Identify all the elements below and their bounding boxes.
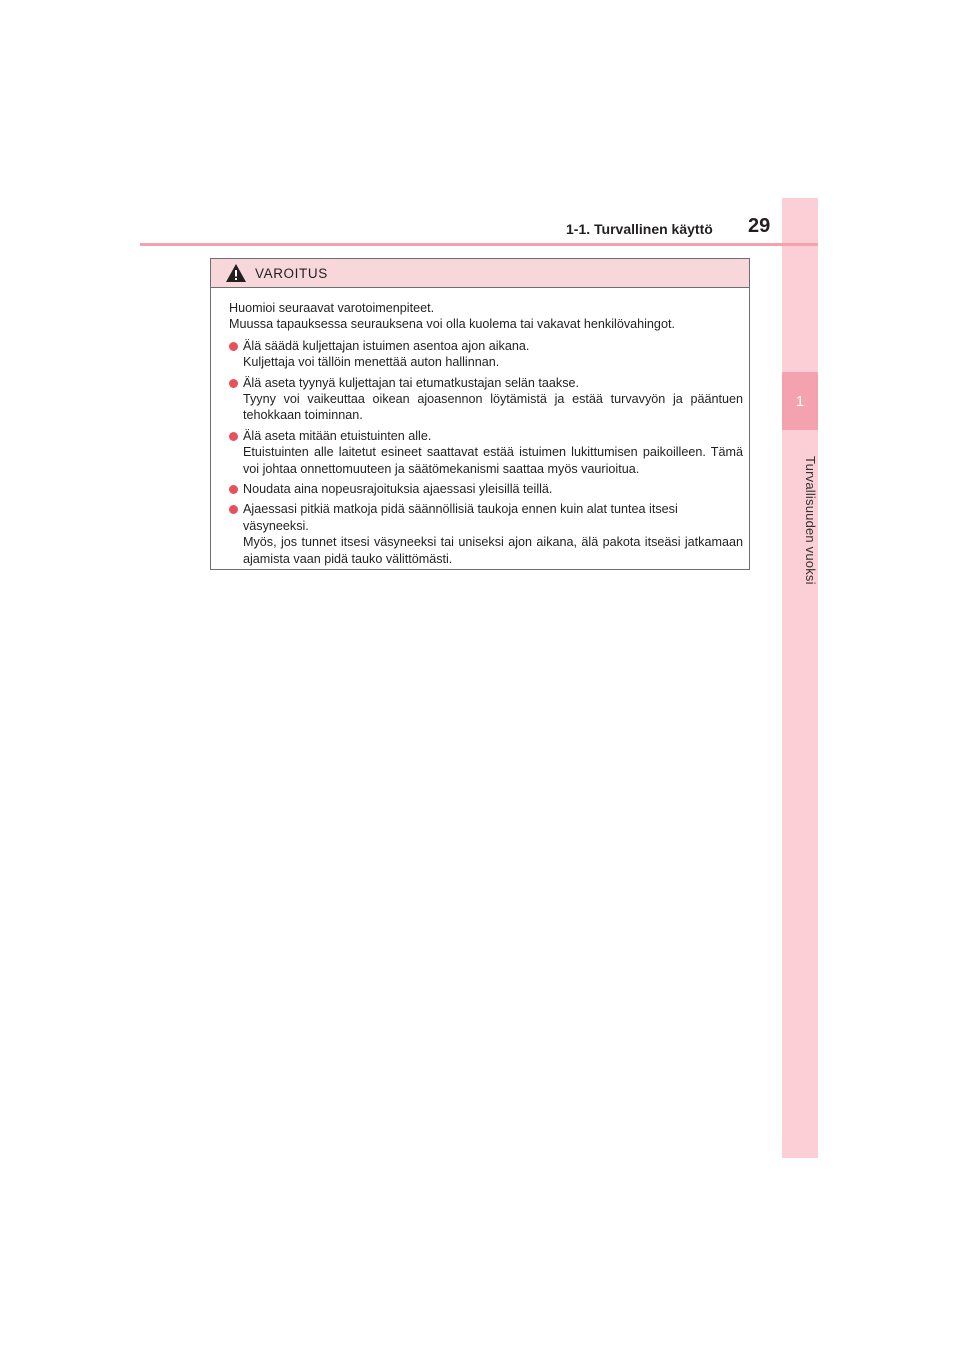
bullet-icon <box>229 342 238 351</box>
warning-item <box>229 428 743 477</box>
warning-item-main: Älä aseta mitään etuistuinten alle. <box>243 428 432 443</box>
chapter-title: Turvallisuuden vuoksi <box>803 455 818 585</box>
warning-list <box>229 338 743 567</box>
bullet-icon <box>229 379 238 388</box>
warning-intro-line: Huomioi seuraavat varotoimenpiteet. <box>229 301 435 315</box>
page-number: 29 <box>748 215 771 237</box>
warning-item-main: Ajaessasi pitkiä matkoja pidä säännöllisiä taukoja ennen kuin alat tuntea itsesi väsyneeksi. <box>243 502 678 533</box>
warning-body <box>211 288 749 567</box>
warning-triangle-icon <box>225 263 247 283</box>
section-title: 1-1. Turvallinen käyttö <box>566 221 713 237</box>
warning-item <box>229 338 743 371</box>
warning-item-detail: Kuljettaja voi tällöin menettää auton hallinnan. <box>243 355 500 370</box>
warning-intro-line: Muussa tapauksessa seurauksena voi olla kuolema tai vakavat henkilövahingot. <box>229 317 675 332</box>
warning-item <box>229 501 743 567</box>
chapter-side-tab <box>782 198 818 1158</box>
warning-item-detail: Tyyny voi vaikeuttaa oikean ajoasennon löytämistä ja estää turvavyön ja pääntuen tehokkaan toiminnan. <box>243 392 743 423</box>
warning-title: VAROITUS <box>255 265 328 281</box>
bullet-icon <box>229 485 238 494</box>
warning-item <box>229 375 743 424</box>
bullet-icon <box>229 505 238 514</box>
warning-item <box>229 481 743 497</box>
warning-item-main: Älä aseta tyynyä kuljettajan tai etumatkustajan selän taakse. <box>243 375 580 390</box>
warning-item-main: Älä säädä kuljettajan istuimen asentoa ajon aikana. <box>243 338 530 353</box>
warning-item-detail: Etuistuinten alle laitetut esineet saattavat estää istuimen lukittumisen paikoilleen. Tämä voi johtaa onnettomuuteen ja säätömekanismi saattaa myös vaurioitua. <box>243 445 743 476</box>
warning-header <box>211 259 749 288</box>
warning-box <box>210 258 750 570</box>
warning-item-detail: Myös, jos tunnet itsesi väsyneeksi tai uniseksi ajon aikana, älä pakota itseäsi jatkamaan ajamista vaan pidä tauko välittömästi. <box>243 535 743 566</box>
bullet-icon <box>229 432 238 441</box>
chapter-number: 1 <box>782 372 818 430</box>
header-divider <box>140 243 818 246</box>
warning-item-main: Noudata aina nopeusrajoituksia ajaessasi yleisillä teillä. <box>243 482 553 497</box>
